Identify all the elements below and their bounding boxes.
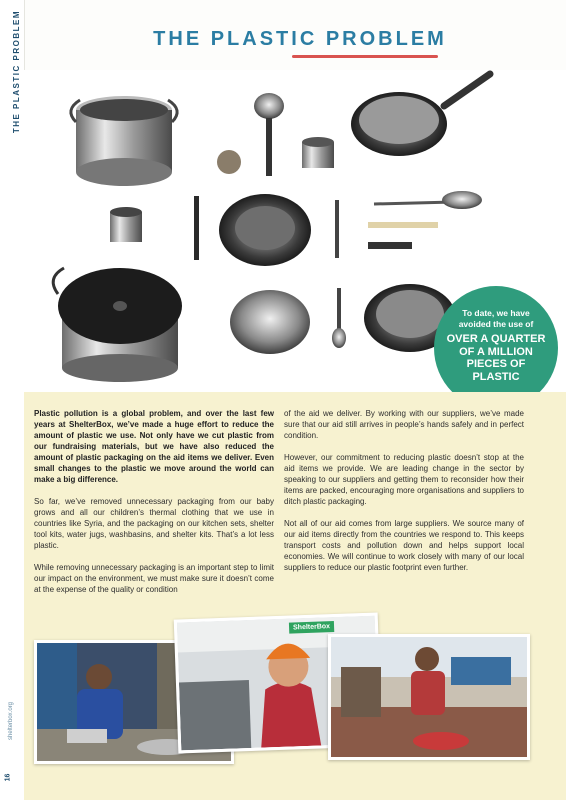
wooden-utensil <box>368 222 438 228</box>
fork <box>335 200 339 258</box>
article-column-left <box>34 408 274 606</box>
spoon <box>332 288 346 348</box>
photo-girl-washing-illustration <box>331 637 527 757</box>
page-number: 16 <box>4 773 12 782</box>
paragraph: However, our commitment to reducing plastic doesn’t stop at the aid items we provide. We are leading change in the sector by speaking to our suppliers and getting them to reconsider how their items are packed, encouraging more organisations and suppliers to ditch plastic packaging. <box>284 453 524 506</box>
small-mug <box>302 137 334 168</box>
lead-paragraph: Plastic pollution is a global problem, and over the last few years at ShelterBox, we’ve made a huge effort to reduce the amount of plastic we use. Not only have we cut plastic from our fundraising materials, but we have also reduced the amount of plastic packaging on the aid items we deliver. Even small changes to the plastic we move around the world can make a big difference. <box>34 409 274 484</box>
photo-girl-washing <box>328 634 530 760</box>
side-url: shelterbox.org <box>8 701 14 740</box>
bowl <box>230 290 310 354</box>
frying-pan <box>351 74 490 156</box>
kitchen-set-photo <box>24 70 566 392</box>
peeler <box>368 242 412 249</box>
side-section-title: THE PLASTIC PROBLEM <box>12 10 21 134</box>
ladle <box>254 93 284 176</box>
plate <box>219 194 311 266</box>
callout-highlight: OVER A QUARTER OF A MILLION PIECES OF PLASTIC <box>446 333 546 383</box>
serving-spoon <box>374 191 482 209</box>
knife <box>194 196 199 260</box>
lidded-pot <box>53 268 182 382</box>
paragraph: of the aid we deliver. By working with our suppliers, we’ve made sure that our aid still arrives in people’s hands safely and in perfect condition. <box>284 409 524 440</box>
paragraph: Not all of our aid comes from large suppliers. We source many of our aid items directly from the countries we respond to. This keeps transport costs and pollution down and helps support local economies. We will continue to work closely with many of our local suppliers to reduce our plastic footprint even further. <box>284 519 524 572</box>
shelterbox-sign: ShelterBox <box>289 621 334 634</box>
side-strip <box>0 0 25 800</box>
title-underline <box>292 55 438 58</box>
paragraph: So far, we’ve removed unnecessary packaging from our baby grows and all our children’s thermal clothing that we use in countries like Syria, and the packaging on our kitchen sets, shelter tool kits, water jugs, washbasins, and shelter kits. That’s a lot less plastic. <box>34 497 274 550</box>
scourer <box>217 150 241 174</box>
callout-intro: To date, we have avoided the use of <box>458 308 534 329</box>
cup <box>110 207 142 242</box>
paragraph: While removing unnecessary packaging is an important step to limit our impact on the environment, we must make sure it doesn’t come at the expense of the quality or condition <box>34 563 274 594</box>
stock-pot <box>71 96 177 186</box>
article-column-right <box>284 408 524 584</box>
page-title: THE PLASTIC PROBLEM <box>153 28 447 50</box>
